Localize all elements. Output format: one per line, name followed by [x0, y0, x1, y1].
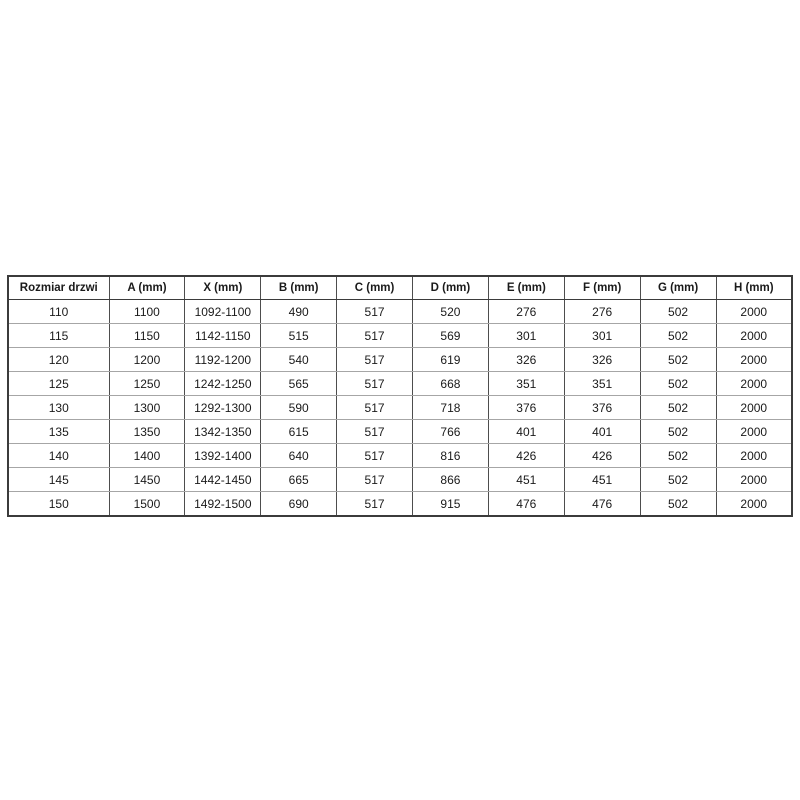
table-cell: 140 — [8, 444, 109, 468]
table-cell: 1092-1100 — [185, 300, 261, 324]
table-cell: 640 — [261, 444, 337, 468]
table-cell: 276 — [488, 300, 564, 324]
table-cell: 517 — [337, 420, 413, 444]
table-cell: 517 — [337, 396, 413, 420]
table-cell: 135 — [8, 420, 109, 444]
table-cell: 502 — [640, 396, 716, 420]
table-row — [8, 492, 792, 517]
table-cell: 1492-1500 — [185, 492, 261, 517]
header-cell: X (mm) — [185, 276, 261, 300]
table-cell: 517 — [337, 324, 413, 348]
table-cell: 1350 — [109, 420, 185, 444]
table-cell: 150 — [8, 492, 109, 517]
dimensions-table — [7, 275, 793, 517]
table-cell: 426 — [564, 444, 640, 468]
table-cell: 590 — [261, 396, 337, 420]
dimensions-table-container — [7, 275, 793, 517]
table-cell: 1250 — [109, 372, 185, 396]
table-cell: 718 — [413, 396, 489, 420]
table-cell: 301 — [488, 324, 564, 348]
table-cell: 451 — [564, 468, 640, 492]
table-cell: 451 — [488, 468, 564, 492]
table-cell: 2000 — [716, 420, 792, 444]
table-cell: 515 — [261, 324, 337, 348]
table-row — [8, 348, 792, 372]
table-cell: 1100 — [109, 300, 185, 324]
table-cell: 1300 — [109, 396, 185, 420]
table-cell: 376 — [488, 396, 564, 420]
table-row — [8, 324, 792, 348]
table-cell: 565 — [261, 372, 337, 396]
table-row — [8, 396, 792, 420]
table-cell: 517 — [337, 444, 413, 468]
table-cell: 115 — [8, 324, 109, 348]
table-cell: 1500 — [109, 492, 185, 517]
table-cell: 569 — [413, 324, 489, 348]
table-cell: 1400 — [109, 444, 185, 468]
table-cell: 2000 — [716, 324, 792, 348]
table-row — [8, 420, 792, 444]
table-cell: 502 — [640, 372, 716, 396]
table-cell: 690 — [261, 492, 337, 517]
table-cell: 1342-1350 — [185, 420, 261, 444]
header-cell: A (mm) — [109, 276, 185, 300]
table-cell: 619 — [413, 348, 489, 372]
table-cell: 502 — [640, 492, 716, 517]
table-cell: 1242-1250 — [185, 372, 261, 396]
table-cell: 502 — [640, 468, 716, 492]
table-cell: 502 — [640, 300, 716, 324]
table-cell: 2000 — [716, 348, 792, 372]
table-cell: 125 — [8, 372, 109, 396]
table-cell: 2000 — [716, 444, 792, 468]
table-cell: 517 — [337, 492, 413, 517]
table-cell: 1142-1150 — [185, 324, 261, 348]
table-cell: 1392-1400 — [185, 444, 261, 468]
table-cell: 517 — [337, 372, 413, 396]
header-cell: C (mm) — [337, 276, 413, 300]
header-cell: B (mm) — [261, 276, 337, 300]
table-cell: 502 — [640, 324, 716, 348]
table-cell: 816 — [413, 444, 489, 468]
header-cell: G (mm) — [640, 276, 716, 300]
table-cell: 145 — [8, 468, 109, 492]
header-cell: Rozmiar drzwi — [8, 276, 109, 300]
table-cell: 1200 — [109, 348, 185, 372]
table-cell: 276 — [564, 300, 640, 324]
table-cell: 668 — [413, 372, 489, 396]
table-cell: 110 — [8, 300, 109, 324]
table-cell: 866 — [413, 468, 489, 492]
table-cell: 326 — [488, 348, 564, 372]
table-cell: 502 — [640, 348, 716, 372]
table-cell: 1292-1300 — [185, 396, 261, 420]
table-cell: 351 — [564, 372, 640, 396]
table-row — [8, 468, 792, 492]
table-cell: 476 — [488, 492, 564, 517]
table-cell: 1150 — [109, 324, 185, 348]
table-cell: 401 — [564, 420, 640, 444]
table-body — [8, 300, 792, 517]
table-cell: 502 — [640, 420, 716, 444]
table-cell: 2000 — [716, 492, 792, 517]
table-cell: 2000 — [716, 468, 792, 492]
table-cell: 476 — [564, 492, 640, 517]
table-cell: 517 — [337, 468, 413, 492]
header-row — [8, 276, 792, 300]
table-cell: 766 — [413, 420, 489, 444]
table-cell: 1450 — [109, 468, 185, 492]
table-header — [8, 276, 792, 300]
table-cell: 517 — [337, 348, 413, 372]
table-cell: 2000 — [716, 396, 792, 420]
table-cell: 120 — [8, 348, 109, 372]
table-cell: 915 — [413, 492, 489, 517]
table-cell: 490 — [261, 300, 337, 324]
table-cell: 130 — [8, 396, 109, 420]
table-cell: 1192-1200 — [185, 348, 261, 372]
header-cell: H (mm) — [716, 276, 792, 300]
table-cell: 326 — [564, 348, 640, 372]
header-cell: E (mm) — [488, 276, 564, 300]
table-cell: 615 — [261, 420, 337, 444]
table-cell: 2000 — [716, 372, 792, 396]
table-cell: 426 — [488, 444, 564, 468]
table-cell: 1442-1450 — [185, 468, 261, 492]
header-cell: D (mm) — [413, 276, 489, 300]
table-cell: 301 — [564, 324, 640, 348]
table-cell: 540 — [261, 348, 337, 372]
table-cell: 665 — [261, 468, 337, 492]
table-cell: 401 — [488, 420, 564, 444]
table-row — [8, 444, 792, 468]
table-cell: 2000 — [716, 300, 792, 324]
table-cell: 351 — [488, 372, 564, 396]
table-cell: 502 — [640, 444, 716, 468]
header-cell: F (mm) — [564, 276, 640, 300]
table-cell: 517 — [337, 300, 413, 324]
table-cell: 376 — [564, 396, 640, 420]
table-row — [8, 300, 792, 324]
table-cell: 520 — [413, 300, 489, 324]
table-row — [8, 372, 792, 396]
